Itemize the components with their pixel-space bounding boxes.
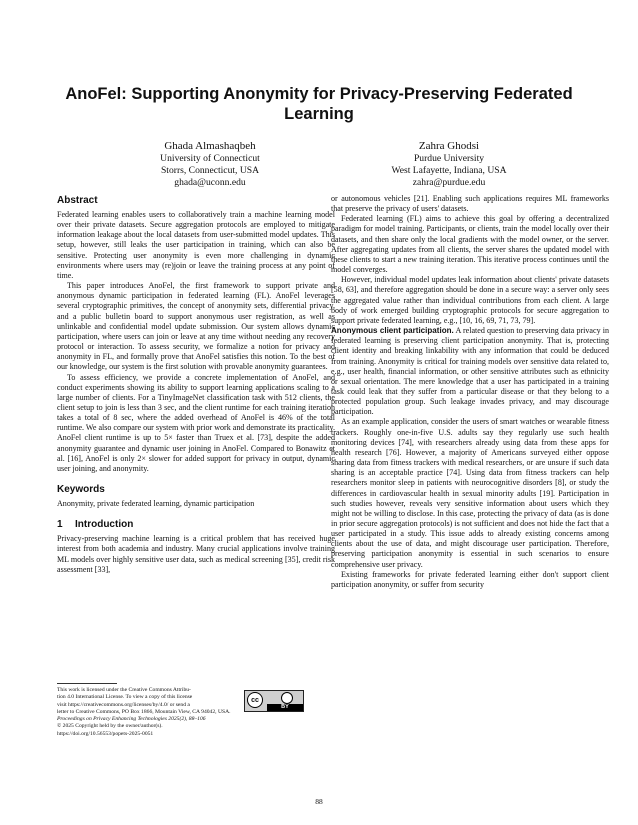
section-heading xyxy=(57,518,335,531)
author-block xyxy=(339,140,559,188)
abstract-paragraph: Federated learning enables users to collaboratively train a machine learning model over their private datasets. Secure aggregation protocols are employed to mitigate information leakage about the local datasets from user-submitted model updates. This setup, however, still leaks the user participation in training, which can also be sensitive. Protecting user anonymity is even more challenging in dynamic environments where users may (re)join or leave the training process at any point of time. xyxy=(57,210,335,280)
doi-link[interactable]: https://doi.org/10.56553/popets-2025-0051 xyxy=(57,730,154,737)
license-text xyxy=(57,687,240,709)
author-email[interactable]: ghada@uconn.edu xyxy=(174,176,246,188)
section-number: 1 xyxy=(57,519,63,531)
intro-paragraph: Federated learning (FL) aims to achieve this goal by offering a decentralized paradigm for model training. Participants, or clients, train the model locally over their datasets, and then share only the local gradients with the model owner, or the server. After aggregating updates from all clients, the server shares the updated model with these clients to start a new training iteration. This iterative process continues until the model converges. xyxy=(331,214,609,275)
cc-by-license-icon[interactable] xyxy=(244,690,304,712)
paper-title: AnoFel: Supporting Anonymity for Privacy-Preserving Federated Learning xyxy=(65,85,573,123)
footnote-line: This work is licensed under the Creative Commons Attribu- xyxy=(57,687,191,693)
cc-icon: cc xyxy=(247,692,263,708)
intro-paragraph: As an example application, consider the users of smart watches or wearable fitness trackers. Roughly one-in-five U.S. adults say they regularly use such health monitoring devices [74], with researchers already using data from these apps for health research [76]. However, a majority of Americans surveyed either oppose sharing data from fitness trackers with medical researchers, or are unsure if such data sharing is an acceptable practice [74]. Using data from fitness trackers can help researchers monitor sleep in patients with neurocognitive disorders [8], or study the differences in cardiovascular health in sexual minority adults [19]. Participation in such studies however, reveals very sensitive information about users which they might not be willing to disclose. In this case, protecting the privacy of data (as is done in prior secure aggregation protocols) is not sufficient and does not hide the fact that a user participated in a study. This issue adds to already existing concerns among clients about the use of data, and might discourage user participation. Therefore, preserving participation anonymity is essential in such scenarios to ensure comprehensive user privacy. xyxy=(331,417,609,569)
author-affiliation: Purdue University xyxy=(413,153,485,164)
author-block xyxy=(100,140,320,188)
footnote-line: © 2025 Copyright held by the owner/author(s). xyxy=(57,723,163,730)
author-name: Zahra Ghodsi xyxy=(418,140,480,152)
intro-paragraph xyxy=(331,326,609,417)
intro-paragraph: Privacy-preserving machine learning is a critical problem that has received huge interest from both academia and industry. Many crucial applications involve training ML models over highly sensitive user data, such as medical screening [35], credit risk assessment [33], xyxy=(57,534,335,574)
footnote-rule xyxy=(57,683,117,684)
author-affiliation: University of Connecticut xyxy=(160,153,260,164)
keywords-text: Anonymity, private federated learning, dynamic participation xyxy=(57,499,255,509)
author-location: West Lafayette, Indiana, USA xyxy=(391,164,507,176)
abstract-heading: Abstract xyxy=(57,195,98,206)
author-location: Storrs, Connecticut, USA xyxy=(160,164,260,176)
intro-paragraph: However, individual model updates leak information about clients' private datasets [58, 63], and therefore aggregation should be done in a secure way: a server only sees the aggregated value rather than individual contributions from each client. A large body of work emerged building cryptographic protocols for secure aggregation to support private federated learning, e.g., [10, 16, 69, 71, 73, 79]. xyxy=(331,275,609,325)
abstract-paragraph: To assess efficiency, we provide a concrete implementation of AnoFel, and conduct experiments showing its ability to support learning applications scaling to a large number of clients. For a TinyImageNet classification task with 512 clients, the client setup to join is less than 3 sec, and the client runtime for each training iteration takes a total of 8 sec, where the added overhead of AnoFel is 46% of the total runtime. We also compare our system with prior work and demonstrate its practicality. AnoFel client runtime is up to 5× faster than Truex et al. [73], despite the added anonymity guarantee and dynamic user joining in AnoFel. Compared to Bonawitz et al. [16], AnoFel is only 2× slower for added support for privacy in output, dynamic user joining, and anonymity. xyxy=(57,372,336,473)
by-label: BY xyxy=(267,704,303,711)
paragraph-text: A related question to preserving data privacy in federated learning is preserving client participation anonymity. That is, protecting client identity and breaking linkability with any information that could be deduced from training. Anonymity is critical for training models over sensitive data related to, e.g., user health, financial information, or other sensitive attributes such as ethnicity or sexual orientation. The mere knowledge that a user has participated in a training task could leak that they suffer from a particular disease or that they belong to a protected population group. Such leakage invades privacy, and may discourage participation. xyxy=(331,326,609,417)
author-name: Ghada Almashaqbeh xyxy=(164,140,256,152)
proceedings-citation: Proceedings on Privacy Enhancing Technologies 2025(2), 88–106 xyxy=(57,716,206,723)
keywords-heading: Keywords xyxy=(57,484,105,496)
footnote-line: letter to Creative Commons, PO Box 1866, Mountain View, CA 94042, USA. xyxy=(57,708,231,715)
page-number: 88 xyxy=(315,797,323,806)
attribution-icon xyxy=(281,692,293,704)
abstract-paragraph: This paper introduces AnoFel, the first framework to support private and anonymous dynamic participation in federated learning (FL). AnoFel leverages several cryptographic primitives, the concept of anonymity sets, differential privacy, and a public bulletin board to support anonymous user registration, as well as unlinkable and confidential model update submission. Our system allows dynamic participation, where users can join or leave at any time without needing any recovery protocol or interaction. To assess security, we formalize a notion for privacy and anonymity in FL, and formally prove that AnoFel satisfies this notion. To the best of our knowledge, our system is the first solution with provable anonymity guarantees. xyxy=(57,281,335,372)
intro-paragraph: Existing frameworks for private federated learning either don't support client participation anonymity, or suffer from security xyxy=(331,569,609,589)
author-email[interactable]: zahra@purdue.edu xyxy=(412,176,486,188)
section-title: Introduction xyxy=(75,519,134,531)
footnote-line[interactable]: visit https://creativecommons.org/licenses/by/4.0/ or send a xyxy=(57,701,190,708)
runin-heading: Anonymous client participation. xyxy=(331,326,454,336)
left-column xyxy=(57,194,335,575)
footnote-line: tion 4.0 International License. To view a copy of this license xyxy=(57,694,193,701)
right-column xyxy=(331,194,609,590)
intro-paragraph: or autonomous vehicles [21]. Enabling such applications requires ML frameworks that preserve the privacy of users' datasets. xyxy=(331,194,609,214)
